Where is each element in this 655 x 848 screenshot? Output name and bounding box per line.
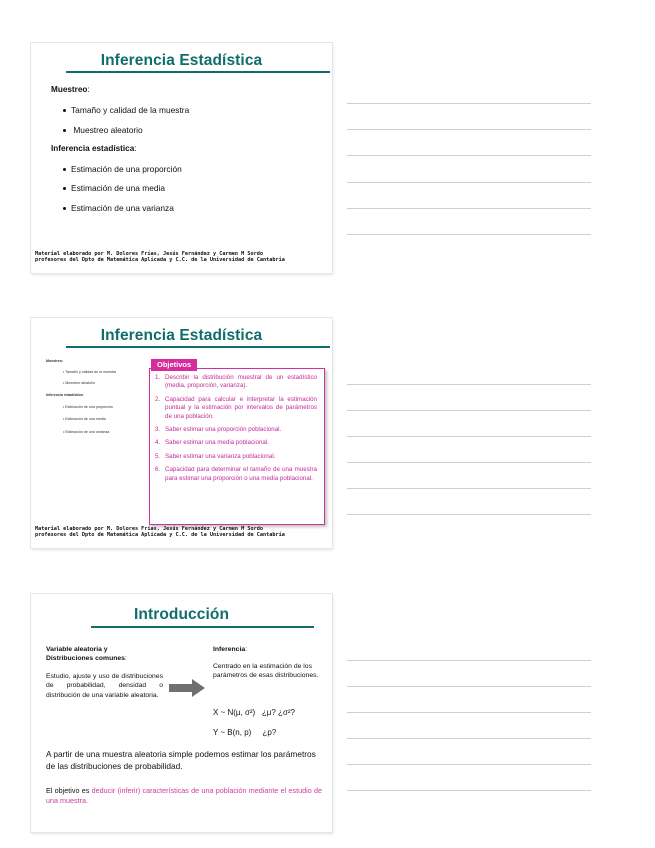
slide-2 <box>31 318 332 548</box>
note-line <box>347 738 591 739</box>
title-underline <box>66 71 330 73</box>
objective-item: 5. Saber estimar una varianza poblacional. <box>155 452 276 460</box>
title-underline <box>91 626 314 628</box>
slide-1 <box>31 43 332 273</box>
bullet-icon <box>63 187 66 190</box>
list-item: Estimación de una proporción <box>63 164 182 174</box>
objectives-label: Objetivos <box>151 359 197 371</box>
objective-item: 6. Capacidad para determinar el tamaño de una muestra para estimar una proporción o una media poblacional. <box>155 466 317 482</box>
bullet-icon <box>63 129 66 132</box>
section-heading-inferencia: Inferencia estadística: <box>51 144 137 153</box>
credit-line: Material elaborado por M. Dolores Frías, Jesús Fernández y Carmen M Sordo <box>35 526 263 532</box>
section-heading-muestreo: Muestreo: <box>51 85 90 94</box>
mini-item: • Tamaño y calidad de la muestra <box>63 370 116 374</box>
bullet-icon <box>63 168 66 171</box>
credits <box>35 251 285 264</box>
note-line <box>347 208 591 209</box>
credit-line: Material elaborado por M. Dolores Frías, Jesús Fernández y Carmen M Sordo <box>35 251 263 257</box>
note-line <box>347 410 591 411</box>
note-line <box>347 182 591 183</box>
formula-binomial: Y ~ B(n, p) ¿p? <box>213 728 277 737</box>
bullet-icon <box>63 207 66 210</box>
note-line <box>347 129 591 130</box>
slide-title: Inferencia Estadística <box>100 327 263 344</box>
note-line <box>347 155 591 156</box>
objective-item: 2. Capacidad para calcular e interpretar la estimación puntual y la estimación por intervalos de parámetros de una población. <box>155 395 317 420</box>
objective-item: 3. Saber estimar una proporción poblacional. <box>155 426 282 434</box>
objective-paragraph: El objetivo es deducir (inferir) características de una población mediante el estudio de una muestra. <box>46 786 323 805</box>
mini-item: • Muestreo aleatorio <box>63 381 96 385</box>
title-underline <box>66 346 330 348</box>
note-line <box>347 660 591 661</box>
note-line <box>347 686 591 687</box>
arrow-right-icon <box>169 679 205 697</box>
list-item: Estimación de una media <box>63 183 165 193</box>
note-line <box>347 462 591 463</box>
right-body: Centrado en la estimación de los parámetros de esas distribuciones. <box>213 663 319 680</box>
list-item: Estimación de una varianza <box>63 203 174 213</box>
objective-item: 4. Saber estimar una media poblacional. <box>155 439 269 447</box>
list-item: Muestreo aleatorio <box>63 125 143 135</box>
left-body: Estudio, ajuste y uso de distribuciones de probabilidad, densidad o distribución de una variable aleatoria. <box>46 673 163 699</box>
left-heading: Variable aleatoria y Distribuciones comunes: <box>46 646 127 663</box>
note-line <box>347 384 591 385</box>
note-line <box>347 103 591 104</box>
credit-line: profesores del Dpto de Matemática Aplicada y C.C. de la Universidad de Cantabria <box>35 532 285 539</box>
mini-heading: Muestreo: <box>46 359 64 363</box>
right-heading: Inferencia: <box>213 646 247 653</box>
objectives-list <box>155 374 317 488</box>
credits <box>35 526 285 539</box>
note-line <box>347 764 591 765</box>
slide-title: Inferencia Estadística <box>100 52 263 69</box>
mini-heading: Inferencia estadística: <box>46 393 84 397</box>
note-line <box>347 514 591 515</box>
slide-3 <box>31 594 332 832</box>
note-line <box>347 234 591 235</box>
formula-normal: X ~ N(μ, σ²) ¿μ? ¿σ²? <box>213 708 295 717</box>
mini-item: • Estimación de una varianza <box>63 430 110 434</box>
slide-title: Introducción <box>133 606 230 623</box>
note-line <box>347 436 591 437</box>
bullet-icon <box>63 109 66 112</box>
mini-item: • Estimación de una media <box>63 417 106 421</box>
credit-line: profesores del Dpto de Matemática Aplicada y C.C. de la Universidad de Cantabria <box>35 257 285 264</box>
mini-item: • Estimación de una proporción <box>63 405 113 409</box>
list-item: Tamaño y calidad de la muestra <box>63 105 189 115</box>
intro-paragraph: A partir de una muestra aleatoria simple podemos estimar los parámetros de las distribuciones de probabilidad. <box>46 749 316 771</box>
note-line <box>347 488 591 489</box>
objective-item: 1. Describir la distribución muestral de un estadístico (media, proporción, varianza). <box>155 374 317 390</box>
note-line <box>347 790 591 791</box>
note-line <box>347 712 591 713</box>
